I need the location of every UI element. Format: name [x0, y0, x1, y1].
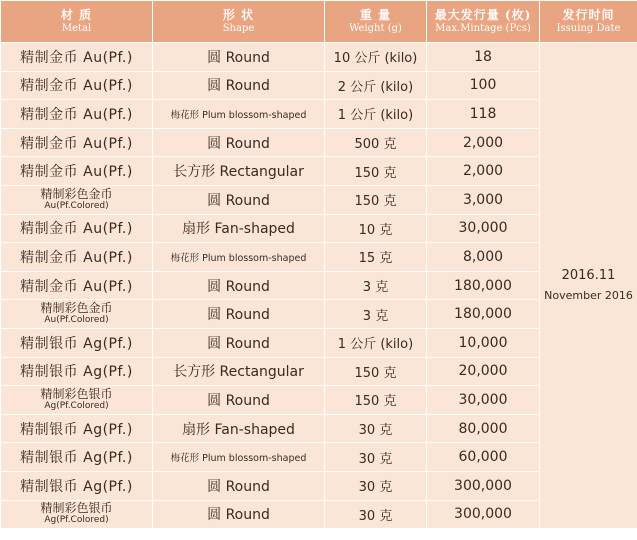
- header-row: [1, 1, 637, 43]
- mintage-cell: 180,000: [427, 300, 540, 329]
- shape-cell: 圆 Round: [153, 128, 325, 157]
- weight-cell: 10 公斤 (kilo): [325, 43, 427, 72]
- metal-name: 精制彩色银币: [40, 386, 113, 401]
- weight-cell: 1 公斤 (kilo): [325, 328, 427, 357]
- metal-cell: 精制金币 Au(Pf.): [1, 71, 153, 100]
- shape-cell: 圆 Round: [153, 500, 325, 529]
- mintage-cell: 300,000: [427, 471, 540, 500]
- metal-cell: 精制金币 Au(Pf.): [1, 157, 153, 186]
- mintage-cell: 300,000: [427, 500, 540, 529]
- metal-cell: 精制银币 Ag(Pf.): [1, 443, 153, 472]
- header-issue-en: Issuing Date: [556, 22, 621, 34]
- mintage-cell: 180,000: [427, 271, 540, 300]
- metal-cell: 精制银币 Ag(Pf.): [1, 328, 153, 357]
- metal-cell: [1, 185, 153, 214]
- mintage-cell: 10,000: [427, 328, 540, 357]
- shape-cell: 梅花形 Plum blossom-shaped: [153, 443, 325, 472]
- metal-cell: 精制银币 Ag(Pf.): [1, 414, 153, 443]
- weight-cell: 150 克: [325, 185, 427, 214]
- weight-cell: 30 克: [325, 414, 427, 443]
- mintage-cell: 60,000: [427, 443, 540, 472]
- mintage-cell: 2,000: [427, 128, 540, 157]
- weight-cell: 150 克: [325, 157, 427, 186]
- mintage-cell: 20,000: [427, 357, 540, 386]
- metal-name: 精制彩色银币: [40, 501, 113, 516]
- weight-cell: 2 公斤 (kilo): [325, 71, 427, 100]
- weight-cell: 30 克: [325, 471, 427, 500]
- header-mintage-zh: 最大发行量 (枚): [434, 7, 532, 22]
- issue-date-text: November 2016: [544, 288, 633, 302]
- header-weight-zh: 重 量: [359, 7, 392, 22]
- metal-subtitle: Ag(Pf.Colored): [44, 515, 109, 526]
- shape-cell: 圆 Round: [153, 386, 325, 415]
- metal-cell: 精制金币 Au(Pf.): [1, 271, 153, 300]
- table-header: [1, 1, 637, 43]
- header-shape-zh: 形 状: [222, 7, 255, 22]
- weight-cell: 1 公斤 (kilo): [325, 100, 427, 129]
- shape-cell: 圆 Round: [153, 271, 325, 300]
- weight-cell: 500 克: [325, 128, 427, 157]
- metal-cell: [1, 500, 153, 529]
- shape-cell: 扇形 Fan-shaped: [153, 214, 325, 243]
- metal-cell: 精制金币 Au(Pf.): [1, 128, 153, 157]
- shape-cell: 圆 Round: [153, 471, 325, 500]
- shape-cell: 长方形 Rectangular: [153, 357, 325, 386]
- header-issue-zh: 发行时间: [562, 7, 615, 22]
- header-issue-date: [540, 1, 637, 43]
- mintage-cell: 2,000: [427, 157, 540, 186]
- metal-cell: [1, 300, 153, 329]
- shape-cell: 圆 Round: [153, 43, 325, 72]
- metal-cell: 精制金币 Au(Pf.): [1, 243, 153, 272]
- shape-cell: 梅花形 Plum blossom-shaped: [153, 100, 325, 129]
- shape-cell: 圆 Round: [153, 328, 325, 357]
- mintage-cell: 18: [427, 43, 540, 72]
- issue-date-cell: [540, 43, 637, 529]
- metal-cell: 精制金币 Au(Pf.): [1, 214, 153, 243]
- table-body: [1, 43, 637, 529]
- metal-subtitle: Ag(Pf.Colored): [44, 400, 109, 411]
- mintage-cell: 3,000: [427, 185, 540, 214]
- mintage-cell: 118: [427, 100, 540, 129]
- shape-cell: 圆 Round: [153, 185, 325, 214]
- weight-cell: 3 克: [325, 300, 427, 329]
- shape-cell: 圆 Round: [153, 71, 325, 100]
- shape-cell: 圆 Round: [153, 300, 325, 329]
- table-row: [1, 43, 637, 72]
- metal-cell: [1, 386, 153, 415]
- metal-name: 精制彩色金币: [40, 186, 113, 201]
- weight-cell: 150 克: [325, 386, 427, 415]
- header-metal-zh: 材 质: [60, 7, 93, 22]
- mintage-cell: 8,000: [427, 243, 540, 272]
- weight-cell: 30 克: [325, 443, 427, 472]
- mintage-cell: 100: [427, 71, 540, 100]
- header-mintage: [427, 1, 540, 43]
- metal-subtitle: Au(Pf.Colored): [44, 200, 109, 211]
- weight-cell: 15 克: [325, 243, 427, 272]
- weight-cell: 10 克: [325, 214, 427, 243]
- weight-cell: 30 克: [325, 500, 427, 529]
- shape-cell: 扇形 Fan-shaped: [153, 414, 325, 443]
- metal-cell: 精制金币 Au(Pf.): [1, 100, 153, 129]
- header-weight-en: Weight (g): [349, 22, 402, 34]
- header-shape-en: Shape: [222, 22, 255, 34]
- header-weight: [325, 1, 427, 43]
- metal-subtitle: Au(Pf.Colored): [44, 315, 109, 326]
- mintage-cell: 30,000: [427, 386, 540, 415]
- shape-cell: 梅花形 Plum blossom-shaped: [153, 243, 325, 272]
- header-mintage-en: Max.Mintage (Pcs): [435, 22, 531, 34]
- header-metal-en: Metal: [61, 22, 92, 34]
- shape-cell: 长方形 Rectangular: [153, 157, 325, 186]
- mintage-cell: 30,000: [427, 214, 540, 243]
- header-shape: [153, 1, 325, 43]
- mintage-cell: 80,000: [427, 414, 540, 443]
- metal-cell: 精制银币 Ag(Pf.): [1, 471, 153, 500]
- header-metal: [1, 1, 153, 43]
- metal-cell: 精制金币 Au(Pf.): [1, 43, 153, 72]
- metal-cell: 精制银币 Ag(Pf.): [1, 357, 153, 386]
- weight-cell: 150 克: [325, 357, 427, 386]
- weight-cell: 3 克: [325, 271, 427, 300]
- issue-date-numeric: 2016.11: [561, 267, 616, 283]
- metal-name: 精制彩色金币: [40, 301, 113, 316]
